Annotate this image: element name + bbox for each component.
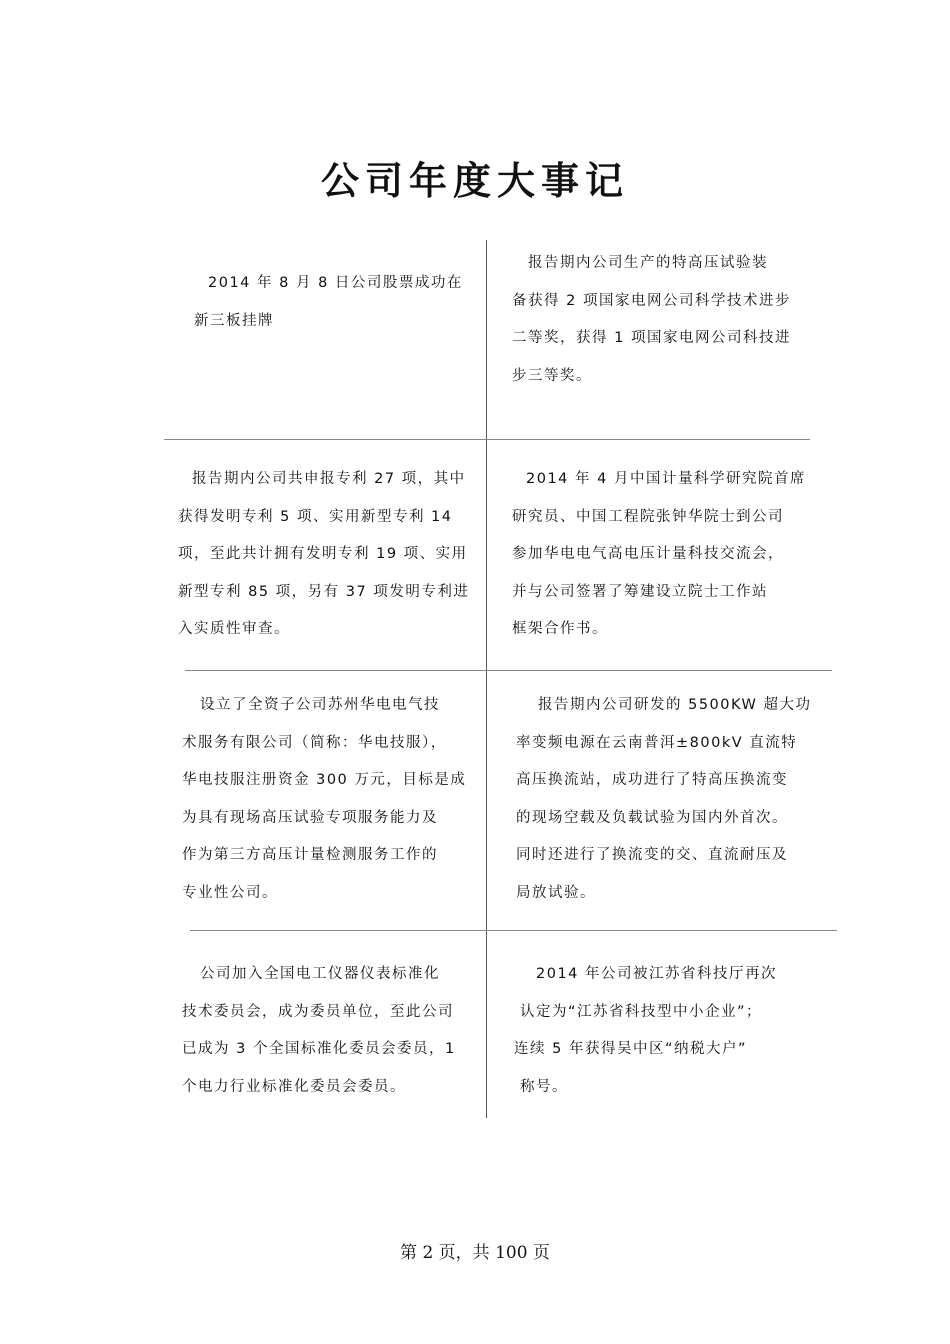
- row-divider-1: [164, 439, 810, 440]
- text-line: 率变频电源在云南普洱±800kV 直流特: [516, 734, 798, 751]
- text-line: 高压换流站，成功进行了特高压换流变: [516, 772, 788, 788]
- text-line: 研究员、中国工程院张钟华院士到公司: [512, 508, 784, 525]
- text-line: 公司加入全国电工仪器仪表标准化: [200, 966, 440, 982]
- text-line: 报告期内公司生产的特高压试验装: [528, 255, 768, 271]
- text-line: 框架合作书。: [512, 621, 608, 637]
- text-line: 技术委员会，成为委员单位，至此公司: [182, 1003, 454, 1020]
- event-block: [512, 461, 806, 649]
- event-block: [182, 956, 456, 1106]
- text-line: 术服务有限公司（简称：华电技服），: [182, 734, 447, 751]
- text-line: 称号。: [520, 1078, 568, 1095]
- text-line: 2014 年公司被江苏省科技厅再次: [536, 966, 778, 982]
- text-line: 项，至此共计拥有发明专利 19 项、实用: [178, 546, 468, 562]
- text-line: 2014 年 8 月 8 日公司股票成功在: [208, 275, 463, 291]
- text-line: 报告期内公司研发的 5500KW 超大功: [538, 697, 812, 713]
- text-line: 入实质性审查。: [178, 621, 290, 637]
- text-line: 为具有现场高压试验专项服务能力及: [182, 809, 438, 826]
- text-line: 同时还进行了换流变的交、直流耐压及: [516, 847, 788, 863]
- text-line: 已成为 3 个全国标准化委员会委员，1: [182, 1041, 456, 1057]
- text-line: 连续 5 年获得吴中区“纳税大户”: [514, 1041, 747, 1057]
- event-block: [194, 265, 463, 340]
- text-line: 华电技服注册资金 300 万元，目标是成: [182, 772, 467, 788]
- text-line: 新三板挂牌: [194, 312, 274, 329]
- event-block: [178, 461, 469, 649]
- text-line: 个电力行业标准化委员会委员。: [182, 1078, 406, 1095]
- text-line: 步三等奖。: [512, 367, 592, 384]
- text-line: 参加华电电气高电压计量科技交流会，: [512, 546, 784, 562]
- text-line: 认定为“江苏省科技型中小企业”；: [520, 1003, 763, 1020]
- text-line: 作为第三方高压计量检测服务工作的: [182, 847, 438, 863]
- text-line: 并与公司签署了筹建设立院士工作站: [512, 583, 768, 600]
- event-block: [514, 956, 778, 1106]
- row-divider-3: [190, 930, 837, 931]
- text-line: 的现场空载及负载试验为国内外首次。: [516, 809, 788, 826]
- text-line: 新型专利 85 项，另有 37 项发明专利进: [178, 583, 470, 600]
- text-line: 局放试验。: [516, 884, 596, 901]
- row-divider-2: [185, 670, 832, 671]
- column-divider: [486, 240, 487, 1118]
- text-line: 备获得 2 项国家电网公司科学技术进步: [512, 292, 791, 309]
- text-line: 专业性公司。: [182, 884, 278, 901]
- text-line: 设立了全资子公司苏州华电电气技: [200, 697, 440, 713]
- text-line: 获得发明专利 5 项、实用新型专利 14: [178, 508, 453, 525]
- page-title: 公司年度大事记: [320, 158, 629, 203]
- text-line: 2014 年 4 月中国计量科学研究院首席: [526, 471, 806, 487]
- page-footer: 第 2 页，共 100 页: [400, 1243, 550, 1263]
- event-block: [516, 687, 811, 912]
- text-line: 报告期内公司共申报专利 27 项，其中: [192, 471, 466, 487]
- text-line: 二等奖，获得 1 项国家电网公司科技进: [512, 330, 791, 346]
- event-block: [512, 245, 791, 395]
- event-block: [182, 687, 466, 912]
